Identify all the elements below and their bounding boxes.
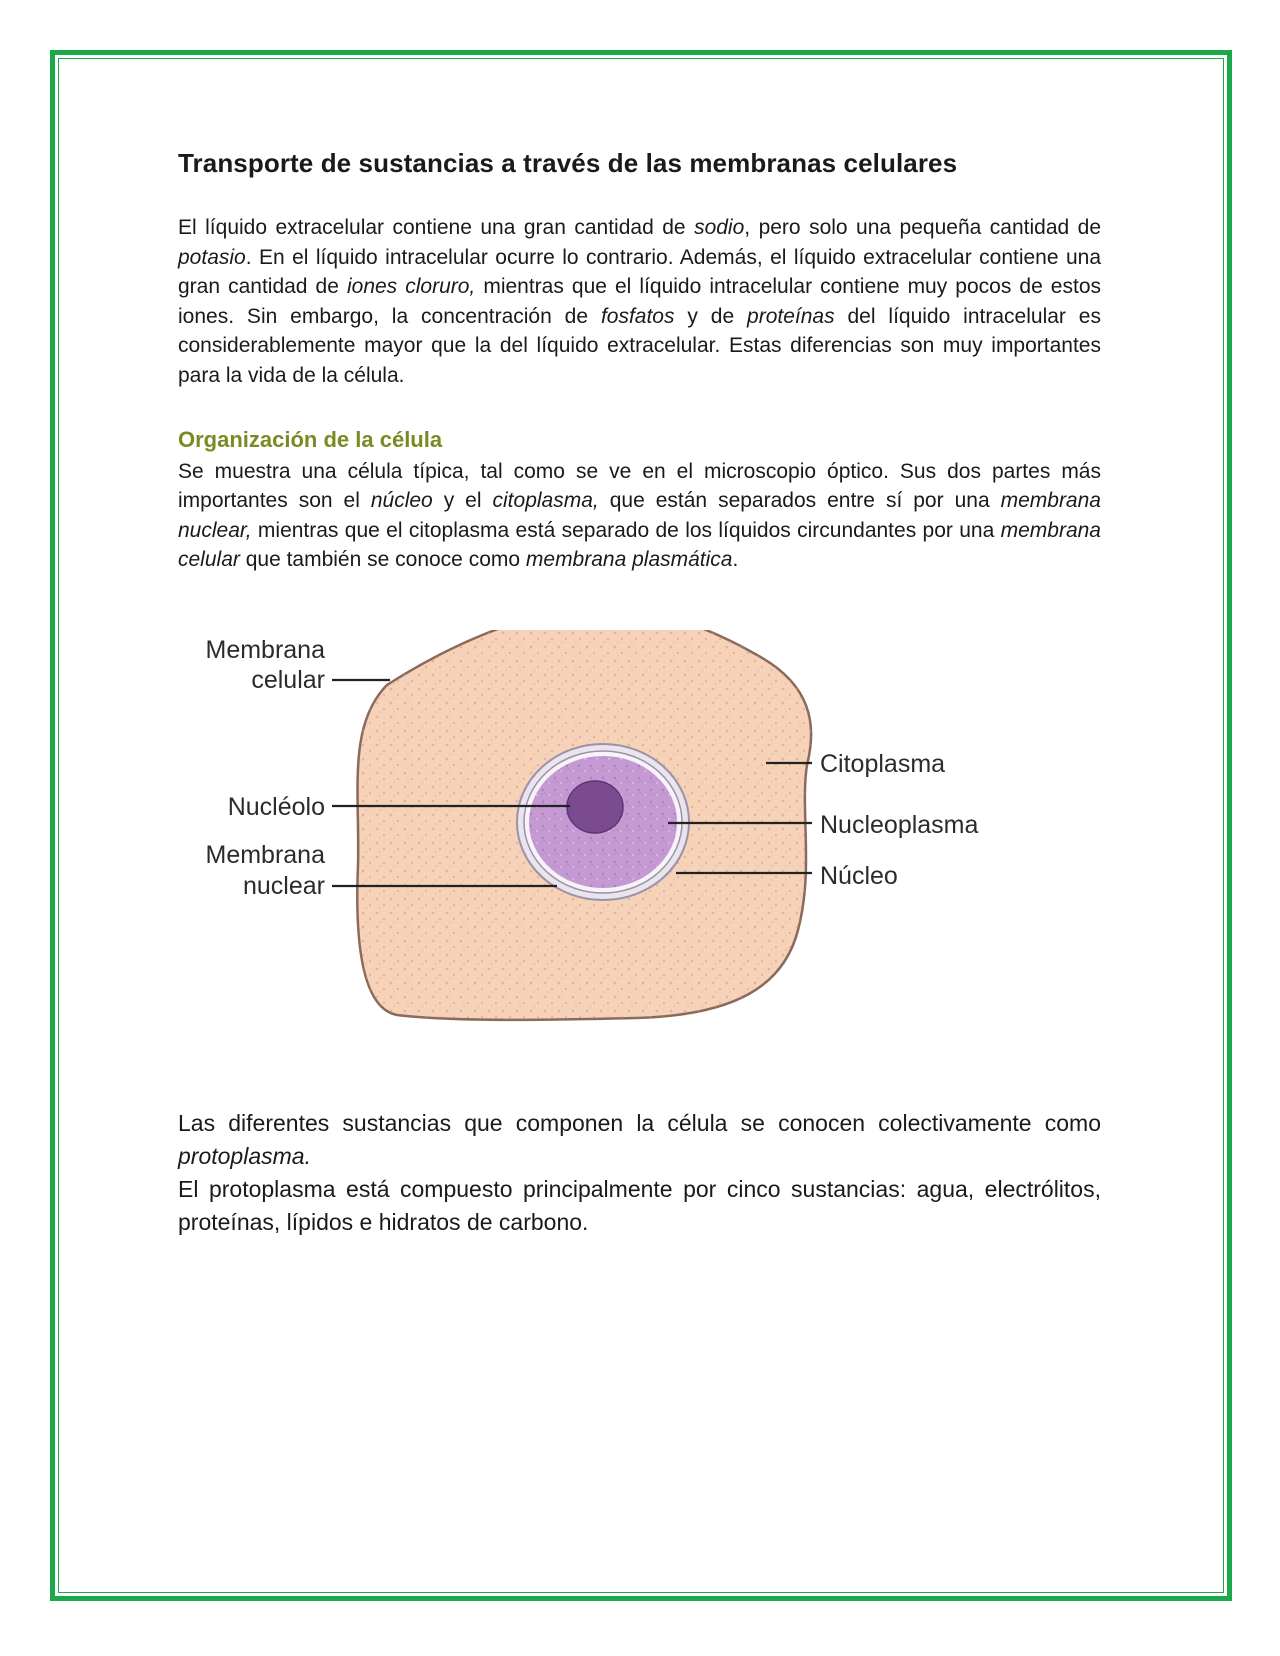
intro-text-3: . En el líquido intracelular ocurre lo contrario. Además, el líquido extracelular contiene una gran cantidad de [178,245,1101,299]
intro-text-2: , pero solo una pequeña cantidad de [744,216,1101,239]
label-membrana-celular-line2: celular [251,666,325,694]
label-membrana-nuclear-line2: nuclear [243,872,325,900]
section-text-5: que también se conoce como [239,548,526,572]
cell-diagram [192,630,1072,1070]
cell-diagram-svg [192,630,1072,1070]
term-proteinas: proteínas [747,304,835,328]
section-heading: Organización de la célula [178,426,443,452]
nucleolus-shape [567,781,623,833]
section-text-2: y el [432,489,493,513]
section-text-3: que están separados entre sí por una [598,489,1001,513]
closing-paragraph-2: El protoplasma está compuesto principalmente por cinco sustancias: agua, electrólitos, proteínas, lípidos e hidratos de carbono. [178,1176,1101,1235]
intro-text-6: del líquido intracelular es considerablemente mayor que la del líquido extracelular. Estas diferencias son muy importantes para la vida de la célula. [178,304,1101,387]
label-citoplasma: Citoplasma [820,750,946,778]
closing-text [178,1107,1101,1239]
closing-text-1: Las diferentes sustancias que componen la célula se conocen colectivamente como [178,1110,1101,1136]
intro-text-1: El líquido extracelular contiene una gran cantidad de [178,216,695,239]
term-potasio: potasio [178,245,246,269]
label-nucleo: Núcleo [820,862,898,890]
term-membrana-plasmatica: membrana plasmática [525,548,733,572]
section-text-4: mientras que el citoplasma está separado de los líquidos circundantes por una [251,518,1001,542]
term-protoplasma: protoplasma. [178,1143,311,1169]
section-text-1: Se muestra una célula típica, tal como se ve en el microscopio óptico. Sus dos partes más importantes son el [178,459,1101,513]
section-paragraph [178,457,1101,575]
intro-text-5: y de [674,304,748,328]
intro-paragraph [178,213,1101,391]
term-nucleo: núcleo [370,489,433,513]
page-title: Transporte de sustancias a través de las membranas celulares [178,148,958,178]
term-sodio: sodio [694,216,745,239]
closing-paragraph-1 [178,1107,1101,1173]
label-membrana-celular-line1: Membrana [205,636,325,664]
term-membrana-nuclear: membrana nuclear, [178,489,1101,542]
term-membrana-celular: membrana celular [178,518,1101,572]
label-nucleoplasma: Nucleoplasma [820,811,979,839]
label-membrana-nuclear-line1: Membrana [205,841,325,869]
document-body [178,148,1101,575]
term-iones-cloruro: iones cloruro, [346,275,476,299]
term-fosfatos: fosfatos [600,304,675,328]
label-nucleolo: Nucléolo [227,793,325,821]
section-text-6: . [732,548,739,572]
intro-text-4: mientras que el líquido intracelular contiene muy pocos de estos iones. Sin embargo, la concentración de [178,275,1102,328]
term-citoplasma: citoplasma, [492,489,599,513]
